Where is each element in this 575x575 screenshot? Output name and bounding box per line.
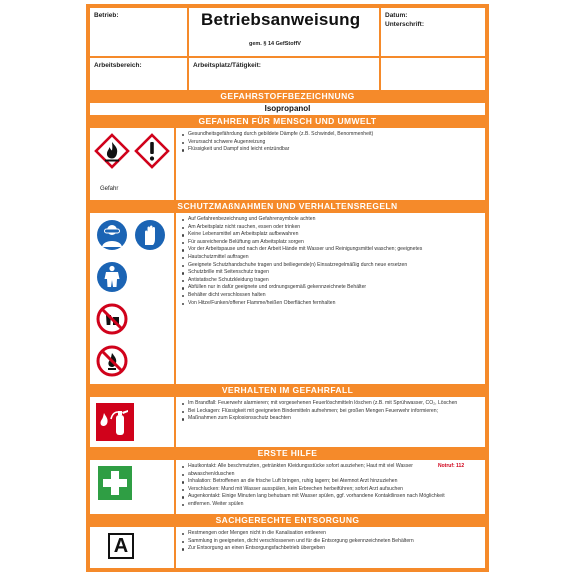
page-title: Betriebsanweisung [201, 10, 361, 29]
list-item: Verursacht schwere Augenreizung [182, 139, 373, 147]
list-item: Augenkontakt: Einige Minuten lang behutsam mit Wasser spülen, ggf. vorhandene Kontaktlinsen nach Möglichkeit [182, 493, 445, 501]
arbeitsplatz-field [189, 58, 379, 90]
arbeitsbereich-field [90, 58, 187, 90]
list-item: Vor der Arbeitspause und nach der Arbeit Hände mit Wasser und Reinigungsmittel waschen; geeignetes [182, 246, 422, 254]
list-item: Geeignete Schutzhandschuhe tragen und beiliegende(n) Einsatzregelmäßig durch neue ersetzen [182, 262, 422, 270]
no-eating-drinking-icon [96, 303, 128, 335]
list-item: Verschlucken: Mund mit Wasser ausspülen, kein Erbrechen herbeiführen; sofort Arzt aufsuchen [182, 486, 445, 494]
datum-field [381, 8, 485, 56]
list-item: Schutzbrille mit Seitenschutz tragen [182, 269, 422, 277]
unterschrift-label: Unterschrift: [385, 21, 425, 28]
operating-instruction-sheet [86, 4, 489, 572]
list-item: Bei Leckagen: Flüssigkeit mit geeigneten Bindemitteln aufnehmen; bei großen Mengen Feuerwehr informieren; [182, 408, 457, 416]
gefahrfall-list [182, 400, 457, 423]
betrieb-label: Betrieb: [94, 12, 119, 19]
substance-field [90, 103, 485, 115]
erste-hilfe-icon-cell [90, 460, 174, 514]
first-aid-cross-icon [98, 466, 132, 500]
list-item: Zur Entsorgung an einen Entsorgungsfachbetrieb übergeben [182, 545, 414, 553]
disposal-symbol-icon [108, 533, 134, 559]
section-heading-gefahrstoff: GEFAHRSTOFFBEZEICHNUNG [220, 91, 355, 101]
erste-hilfe-text-cell [176, 460, 485, 514]
emergency-number: Notruf: 112 [438, 463, 465, 469]
list-item: Antistatische Schutzkleidung tragen [182, 277, 422, 285]
list-item: Am Arbeitsplatz nicht rauchen, essen oder trinken [182, 224, 422, 232]
section-heading-entsorgung: SACHGERECHTE ENTSORGUNG [215, 515, 360, 525]
betrieb-field [90, 8, 187, 56]
disposal-symbol-letter: A [113, 535, 129, 557]
arbeitsplatz-label: Arbeitsplatz/Tätigkeit: [193, 62, 261, 69]
page-subtitle: gem. § 14 GefStoffV [249, 41, 301, 47]
protective-clothing-icon [96, 261, 128, 293]
list-item: Gesundheitsgefährdung durch gebildete Dämpfe (z.B. Schwindel, Benommenheit) [182, 131, 373, 139]
schutz-list [182, 216, 422, 307]
gefahren-text-cell [176, 128, 485, 200]
gefahren-icon-cell [90, 128, 174, 200]
schutz-text-cell [176, 213, 485, 384]
list-item: Hautkontakt: Alle beschmutzten, getränkten Kleidungsstücke sofort ausziehen; Haut mit viel Wasser [182, 463, 445, 471]
schutz-icon-cell [90, 213, 174, 384]
list-item: Behälter dicht verschlossen halten [182, 292, 422, 300]
eye-protection-icon [96, 219, 128, 251]
header-blank-field [381, 58, 485, 90]
section-heading-gefahren: GEFAHREN FÜR MENSCH UND UMWELT [198, 116, 377, 126]
gefahrfall-text-cell [176, 397, 485, 447]
list-item: Abfüllen nur in dafür geeignete und ordnungsgemäß gekennzeichnete Behälter [182, 284, 422, 292]
gefahrfall-icon-cell [90, 397, 174, 447]
fire-extinguisher-icon [96, 403, 134, 441]
list-item: Inhalation: Betroffenen an die frische Luft bringen, ruhig lagern; bei Atemnot Arzt hinzuziehen [182, 478, 445, 486]
list-item-continuation: abwaschen/duschen [182, 471, 445, 479]
arbeitsbereich-label: Arbeitsbereich: [94, 62, 142, 69]
datum-label: Datum: [385, 12, 408, 19]
entsorgung-icon-cell [90, 527, 174, 568]
list-item: Flüssigkeit und Dampf sind leicht entzündbar [182, 146, 373, 154]
exclamation-pictogram-icon [134, 133, 170, 169]
entsorgung-list [182, 530, 414, 553]
list-item: Sammlung in geeigneten, dicht verschlossenen und für die Entsorgung gekennzeichneten Behältern [182, 538, 414, 546]
gefahren-list [182, 131, 373, 154]
title-field [189, 8, 379, 56]
list-item-continuation: Maßnahmen zum Explosionsschutz beachten [182, 415, 457, 423]
substance-name: Isopropanol [264, 104, 311, 113]
section-heading-schutz: SCHUTZMAßNAHMEN UND VERHALTENSREGELN [177, 201, 398, 211]
list-item: Im Brandfall: Feuerwehr alarmieren; mit vorgesehenen Feuerlöschmitteln löschen (z.B. mit Sprühwasser, CO₂, Löschen [182, 400, 457, 408]
erste-hilfe-list [182, 463, 445, 509]
list-item-continuation: Hautschutzmittel auftragen [182, 254, 422, 262]
no-open-flame-icon [96, 345, 128, 377]
list-item-continuation: entfernen. Weiter spülen [182, 501, 445, 509]
hand-protection-icon [134, 219, 166, 251]
section-heading-gefahrfall: VERHALTEN IM GEFAHRFALL [221, 385, 354, 395]
list-item: Für ausreichende Belüftung am Arbeitsplatz sorgen [182, 239, 422, 247]
list-item: Restmengen oder Mengen nicht in die Kanalisation entleeren [182, 530, 414, 538]
flammable-pictogram-icon [94, 133, 130, 169]
signal-word: Gefahr [100, 186, 119, 192]
entsorgung-text-cell [176, 527, 485, 568]
list-item: Keine Lebensmittel am Arbeitsplatz aufbewahren [182, 231, 422, 239]
list-item: Von Hitze/Funken/offener Flamme/heißen Oberflächen fernhalten [182, 300, 422, 308]
list-item: Auf Gefahrenbezeichnung und Gefahrensymbole achten [182, 216, 422, 224]
section-heading-erste-hilfe: ERSTE HILFE [257, 448, 318, 458]
